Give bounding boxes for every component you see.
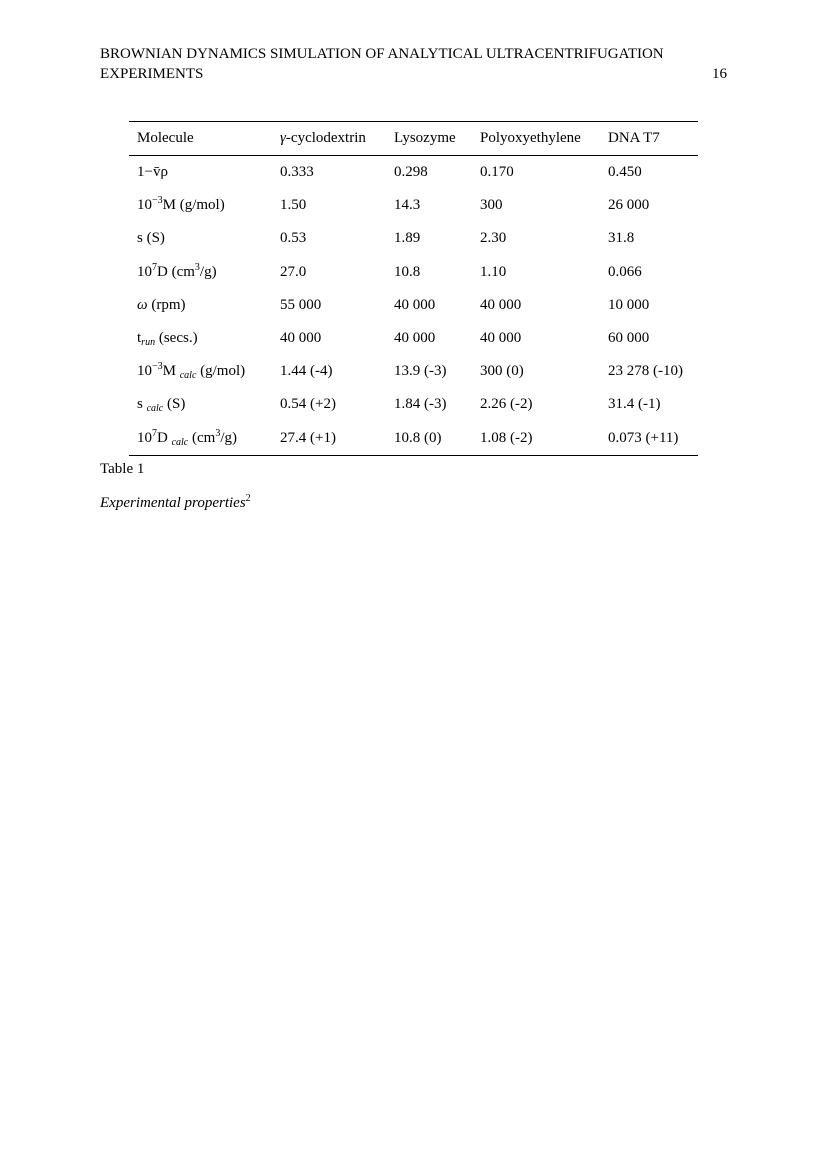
row-label-part: 10 [137,197,152,214]
cell: 31.4 (-1) [608,396,661,413]
header-molecule: Molecule [137,130,194,146]
cell: 40 000 [480,296,522,313]
row-label [129,256,272,289]
row-label: s (S) [137,230,165,247]
header-gamma-cyclodextrin-text: -cyclodextrin [285,130,366,146]
row-label-part: (S) [163,396,186,413]
omega-symbol: ω [137,296,148,313]
row-label-part: t [137,330,142,347]
header-gamma-cyclodextrin [272,122,386,156]
row-label-part: 10 [137,263,152,280]
table-row [129,256,698,289]
cell: 0.53 [280,230,307,247]
cell: 10.8 (0) [394,429,442,446]
table-caption [100,495,251,512]
properties-table [129,121,698,456]
running-head-title-cont: EXPERIMENTS [100,66,204,82]
table-caption-footnote: 2 [245,493,251,504]
cell: 2.26 (-2) [480,396,533,413]
table-row [129,222,698,255]
row-label-part: (g/mol) [196,363,246,380]
row-label-part: (rpm) [147,296,186,313]
cell: 2.30 [480,230,507,247]
row-label-sub: calc [146,403,164,415]
table-row [129,156,698,190]
row-label [129,289,272,322]
cell: 0.073 (+11) [608,429,679,446]
cell: 40 000 [394,330,436,347]
row-label [129,355,272,388]
running-head-title: BROWNIAN DYNAMICS SIMULATION OF ANALYTICAL ULTRACENTRIFUGATION [100,46,664,62]
cell: 1.08 (-2) [480,429,533,446]
row-label-sup: −3 [152,195,163,207]
row-label-part: /g) [199,263,217,280]
row-label-part: (cm [188,429,216,446]
row-label-part: D (cm [157,263,195,280]
row-label-sup: 3 [194,261,200,273]
table-caption-text: Experimental properties [100,495,246,511]
table-row [129,355,698,388]
cell: 23 278 (-10) [608,363,683,380]
row-label-sup: 7 [152,261,157,273]
header-dna-t7: DNA T7 [608,130,660,146]
row-label-sup: −3 [152,361,163,373]
row-label [129,189,272,222]
table-row [129,388,698,421]
cell: 0.333 [280,164,314,181]
row-label-sup: 7 [152,427,157,439]
cell: 0.298 [394,164,428,181]
cell: 1.84 (-3) [394,396,447,413]
table-row [129,189,698,222]
cell: 0.066 [608,263,642,280]
cell: 27.0 [280,263,307,280]
cell: 0.54 (+2) [280,396,336,413]
row-label-part: 10 [137,363,152,380]
row-label-sub: run [141,337,156,349]
row-label-sup: 3 [215,427,221,439]
row-label [129,422,272,456]
row-label [129,388,272,421]
header-polyoxyethylene: Polyoxyethylene [480,130,581,146]
table-row [129,322,698,355]
cell: 40 000 [280,330,322,347]
gamma-symbol: γ [280,130,286,146]
cell: 0.170 [480,164,514,181]
table-number-label: Table 1 [100,461,145,477]
running-head-line2 [100,64,727,84]
table-row [129,422,698,456]
page-number: 16 [712,66,727,82]
row-label-part: (secs.) [155,330,198,347]
row-label-part: M (g/mol) [162,197,225,214]
cell: 60 000 [608,330,650,347]
cell: 0.450 [608,164,642,181]
cell: 40 000 [480,330,522,347]
cell: 300 (0) [480,363,524,380]
table-header-row [129,122,698,156]
cell: 31.8 [608,230,635,247]
row-label-sub: calc [171,436,189,448]
cell: 10 000 [608,296,650,313]
row-label-part: 10 [137,429,152,446]
cell: 55 000 [280,296,322,313]
row-label-part: D [157,429,172,446]
header-lysozyme: Lysozyme [394,130,456,146]
row-label [129,322,272,355]
table-row [129,289,698,322]
cell: 14.3 [394,197,421,214]
row-label-part: M [162,363,180,380]
cell: 13.9 (-3) [394,363,447,380]
row-label-sub: calc [179,370,197,382]
cell: 40 000 [394,296,436,313]
row-label-part: s [137,396,147,413]
cell: 1.50 [280,197,307,214]
cell: 27.4 (+1) [280,429,336,446]
cell: 1.10 [480,263,507,280]
running-head [100,44,727,84]
cell: 1.89 [394,230,421,247]
cell: 1.44 (-4) [280,363,333,380]
cell: 300 [480,197,503,214]
cell: 26 000 [608,197,650,214]
cell: 10.8 [394,263,421,280]
row-label: 1−v̄ρ [137,164,168,181]
row-label-part: /g) [220,429,237,446]
